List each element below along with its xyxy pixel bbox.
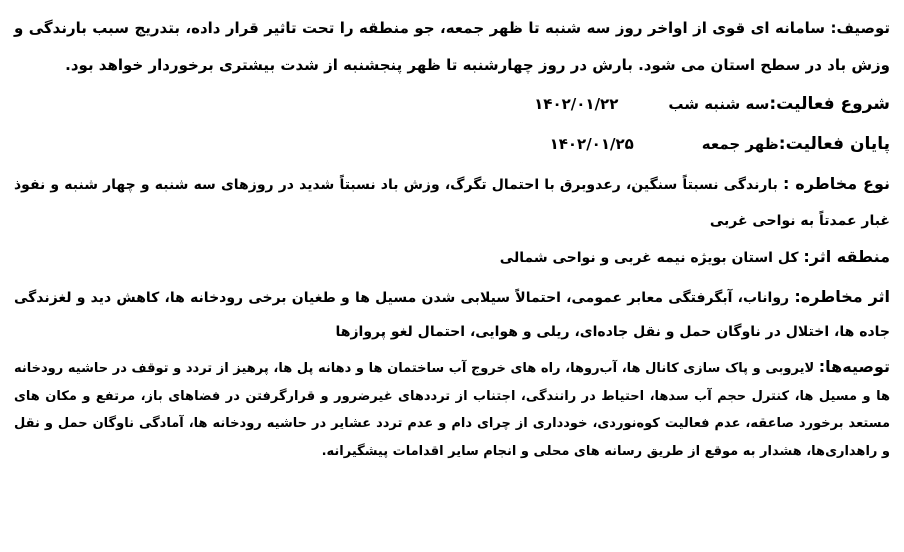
start-time: سه شنبه شب [668,95,770,113]
hazard-type-text: بارندگی نسبتاً سنگین، رعدوبرق با احتمال تگرگ، وزش باد نسبتاً شدید در روزهای سه شنبه و چهار شنبه و نفوذ غبار عمدتاً به نواحی غربی [14,177,890,229]
recommendations-paragraph [14,353,890,465]
recommendations-label: توصیه‌ها: [818,357,890,376]
affected-area-text: کل استان بویژه نیمه غربی و نواحی شمالی [499,250,804,266]
description-label: توصیف: [830,19,890,37]
hazard-type-paragraph [14,166,890,239]
description-text: سامانه ای قوی از اواخر روز سه شنبه تا ظهر جمعه، جو منطقه را تحت تاثیر قرار داده، بتدریج سبب بارندگی و وزش باد در سطح استان می شود. بارش در روز چهارشنبه تا ظهر پنجشنبه از شدت بیشتری برخوردار خواهد بود. [14,19,890,74]
description-paragraph [14,10,890,84]
affected-area-label: منطقه اثر: [803,247,890,266]
hazard-effect-label: اثر مخاطره: [794,287,891,306]
hazard-effect-paragraph [14,280,890,349]
start-date: ۱۴۰۲/۰۱/۲۲ [534,95,619,113]
affected-area-paragraph [14,239,890,276]
end-time: ظهر جمعه [701,135,779,153]
start-activity-row [14,84,890,124]
hazard-effect-text: رواناب، آبگرفتگی معابر عمومی، احتمالاً سیلابی شدن مسیل ها و طغیان برخی رودخانه ها، کاهش دید و لغزندگی جاده ها، اختلال در ناوگان حمل و نقل جاده‌ای، ریلی و هوایی، احتمال لغو پروازها [14,290,890,340]
start-label: شروع فعالیت: [769,94,890,114]
recommendations-text: لایروبی و پاک سازی کانال ها، آب‌روها، راه های خروج آب ساختمان ها و دهانه پل ها، پرهیز از تردد و توقف در حاشیه رودخانه ها و مسیل ها، کنترل حجم آب سدها، احتیاط در رانندگی، اجتناب از ترددهای غیرضرور و قرارگرفتن در فضاهای باز، مرتفع و مکان های مستعد برخورد صاعقه، عدم فعالیت کوه‌نوردی، خودداری از چرای دام و عدم تردد عشایر در حاشیه رودخانه ها، آمادگی ناوگان حمل و نقل و راهداری‌ها، هشدار به موقع از طریق رسانه های محلی و انجام سایر اقدامات پیشگیرانه. [14,361,890,459]
hazard-type-label: نوع مخاطره : [783,174,891,193]
end-label: پایان فعالیت: [778,134,890,154]
end-date: ۱۴۰۲/۰۱/۲۵ [549,135,634,153]
end-activity-row [14,124,890,164]
